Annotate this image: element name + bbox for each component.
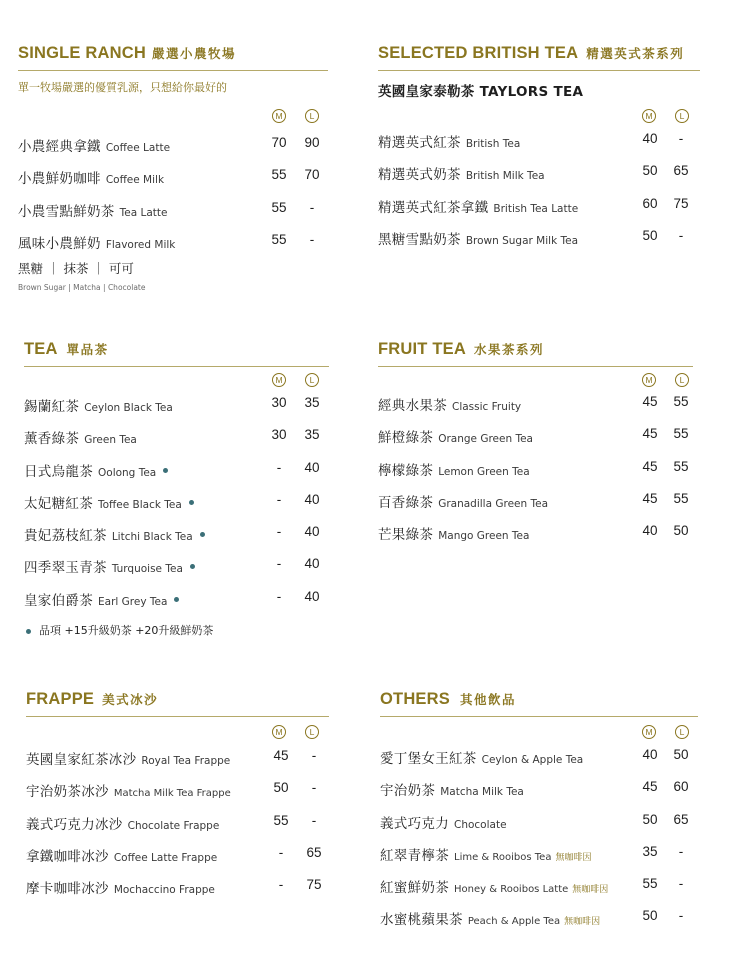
menu-item	[26, 780, 336, 812]
item-name-en: Ceylon Black Tea	[84, 402, 173, 414]
menu-item	[18, 135, 338, 167]
price-l: -	[311, 780, 317, 796]
item-name-en: Orange Green Tea	[438, 433, 533, 446]
item-name-zh: 宇治奶茶冰沙	[26, 784, 109, 801]
item-name-zh: 芒果綠茶	[378, 527, 434, 544]
price-l: 65	[673, 811, 689, 827]
section-divider	[24, 366, 329, 367]
price-m: 30	[271, 395, 287, 410]
size-m-icon: M	[272, 373, 286, 387]
item-name-en: Coffee Latte	[105, 142, 171, 154]
menu-list-others	[380, 747, 710, 941]
item-name-zh: 紅蜜鮮奶茶	[380, 880, 449, 897]
price-l: 55	[673, 458, 689, 474]
section-title	[18, 44, 328, 63]
price-m: 55	[642, 876, 658, 892]
price-l: 50	[673, 747, 689, 762]
item-name-zh: 摩卡咖啡冰沙	[26, 881, 109, 898]
section-title	[378, 44, 700, 63]
price-m: 55	[271, 167, 287, 183]
item-name-zh: 檸檬綠茶	[378, 462, 434, 479]
size-header	[272, 109, 319, 123]
menu-list-single-ranch	[18, 135, 338, 264]
item-name-zh: 拿鐵咖啡冰沙	[26, 848, 109, 865]
menu-item	[24, 460, 334, 492]
price-m: 30	[271, 427, 287, 443]
item-name-en: Oolong Tea	[98, 466, 157, 479]
menu-item	[24, 492, 334, 524]
section-title-zh: 美式冰沙	[102, 692, 159, 707]
price-l: 40	[304, 491, 320, 507]
section-title-zh: 嚴選小農牧場	[152, 46, 237, 61]
price-m: 45	[642, 458, 658, 474]
item-name-en: Peach & Apple Tea	[467, 916, 561, 928]
item-name-en: Classic Fruity	[452, 401, 522, 413]
caffeine-free-note: 無咖啡因	[555, 852, 592, 863]
menu-item	[380, 779, 710, 811]
item-name-zh: 義式巧克力冰沙	[26, 816, 123, 833]
item-name-zh: 薰香綠茶	[24, 431, 80, 448]
item-name-zh: 錫蘭紅茶	[24, 399, 80, 415]
item-name-zh: 小農經典拿鐵	[18, 139, 101, 155]
price-m: 50	[273, 780, 289, 796]
menu-list-frappe	[26, 748, 336, 909]
price-l: -	[309, 199, 315, 215]
price-m: 60	[642, 195, 658, 211]
price-l: -	[678, 227, 684, 243]
item-name-zh: 小農雪點鮮奶茶	[18, 203, 115, 220]
price-m: -	[278, 877, 284, 893]
size-header	[642, 373, 689, 387]
menu-list-british-tea	[378, 131, 708, 260]
upgrade-dot-icon	[174, 597, 179, 602]
menu-item	[378, 426, 708, 458]
price-l: -	[311, 812, 317, 828]
item-name-en: Coffee Milk	[105, 174, 165, 187]
price-l: 35	[304, 427, 320, 443]
footnote-text: 品項 +15升級奶茶 +20升級鮮奶茶	[39, 624, 214, 637]
item-name-en: British Tea	[465, 138, 521, 150]
item-name-zh: 日式烏龍茶	[24, 463, 93, 480]
price-m: -	[276, 556, 282, 572]
item-name-en: Brown Sugar Milk Tea	[465, 234, 579, 247]
upgrade-dot-icon	[190, 564, 195, 569]
item-name-zh: 英國皇家紅茶冰沙	[26, 752, 137, 768]
section-title-en: SELECTED BRITISH TEA	[378, 44, 579, 62]
item-name-zh: 宇治奶茶	[380, 783, 436, 800]
section-title-zh: 其他飲品	[459, 692, 516, 707]
price-m: -	[276, 491, 282, 507]
price-m: 40	[642, 523, 658, 539]
section-divider	[26, 716, 329, 717]
section-fruit-tea	[378, 340, 693, 367]
caffeine-free-note: 無咖啡因	[564, 917, 601, 928]
price-l: -	[311, 748, 317, 763]
item-name-zh: 皇家伯爵茶	[24, 592, 93, 609]
section-single-ranch	[18, 44, 328, 95]
menu-item	[26, 845, 336, 877]
menu-item	[380, 844, 710, 876]
price-m: 50	[642, 811, 658, 827]
caffeine-free-note: 無咖啡因	[572, 885, 609, 896]
price-l: 55	[673, 426, 689, 442]
section-title-en: TEA	[24, 340, 58, 358]
section-british-tea	[378, 44, 700, 100]
menu-item	[26, 813, 336, 845]
item-name-en: Toffee Black Tea	[98, 498, 182, 511]
price-l: 55	[673, 394, 689, 409]
price-m: 70	[271, 135, 287, 150]
item-name-en: British Milk Tea	[465, 170, 545, 183]
size-l-icon: L	[675, 373, 689, 387]
section-title-zh: 精選英式茶系列	[586, 46, 685, 61]
size-header	[642, 725, 689, 739]
item-name-zh: 精選英式紅茶	[378, 135, 461, 151]
price-m: 45	[273, 748, 289, 763]
price-l: 40	[304, 524, 320, 540]
item-name-en: Honey & Rooibos Latte	[454, 884, 569, 896]
size-header	[272, 373, 319, 387]
item-name-en: Royal Tea Frappe	[141, 755, 231, 767]
flavor-options-en: Brown Sugar | Matcha | Chocolate	[18, 283, 146, 292]
size-m-icon: M	[272, 109, 286, 123]
size-m-icon: M	[642, 109, 656, 123]
section-title	[380, 690, 698, 709]
section-title	[378, 340, 693, 359]
menu-item	[378, 523, 708, 555]
size-l-icon: L	[305, 725, 319, 739]
item-name-zh: 四季翠玉青茶	[24, 560, 107, 577]
menu-item	[24, 524, 334, 556]
upgrade-footnote	[26, 622, 213, 638]
item-name-zh: 精選英式紅茶拿鐵	[378, 199, 489, 216]
item-name-zh: 鮮橙綠茶	[378, 430, 434, 447]
section-divider	[378, 70, 700, 71]
item-name-en: Litchi Black Tea	[111, 531, 193, 544]
item-name-zh: 黑糖雪點奶茶	[378, 231, 461, 248]
upgrade-dot-icon	[200, 532, 205, 537]
item-name-en: Green Tea	[84, 434, 137, 447]
price-m: -	[276, 588, 282, 604]
section-others	[380, 690, 698, 717]
menu-item	[378, 228, 708, 260]
item-name-zh: 紅翠青檸茶	[380, 847, 449, 864]
item-name-en: Matcha Milk Tea Frappe	[113, 788, 231, 800]
price-m: -	[278, 844, 284, 860]
item-name-zh: 百香綠茶	[378, 494, 434, 511]
menu-item	[380, 812, 710, 844]
menu-item	[26, 877, 336, 909]
price-l: -	[678, 843, 684, 859]
price-l: 60	[673, 779, 689, 795]
item-name-zh: 風味小農鮮奶	[18, 235, 101, 252]
item-name-en: Ceylon & Apple Tea	[481, 754, 584, 766]
price-l: -	[678, 908, 684, 924]
item-name-en: British Tea Latte	[493, 202, 579, 215]
price-m: 40	[642, 747, 658, 762]
price-m: 55	[271, 231, 287, 247]
price-m: 45	[642, 394, 658, 409]
upgrade-dot-icon	[26, 629, 31, 634]
size-m-icon: M	[272, 725, 286, 739]
item-name-en: Flavored Milk	[105, 238, 176, 251]
price-l: 70	[304, 167, 320, 183]
size-l-icon: L	[305, 109, 319, 123]
size-m-icon: M	[642, 725, 656, 739]
size-header	[272, 725, 319, 739]
flavor-options: 黑糖 ｜ 抹茶 ｜ 可可	[18, 261, 134, 276]
item-name-en: Chocolate	[454, 818, 507, 831]
section-title-zh: 水果茶系列	[473, 342, 544, 357]
size-m-icon: M	[642, 373, 656, 387]
size-l-icon: L	[305, 373, 319, 387]
price-l: 35	[304, 395, 320, 410]
price-m: 55	[271, 199, 287, 215]
section-divider	[378, 366, 693, 367]
section-title-en: FRUIT TEA	[378, 340, 466, 358]
price-l: 40	[304, 588, 320, 604]
price-m: 50	[642, 163, 658, 179]
upgrade-dot-icon	[163, 468, 168, 473]
menu-item	[378, 131, 708, 163]
section-divider	[380, 716, 698, 717]
price-m: -	[276, 459, 282, 475]
price-l: 65	[306, 844, 322, 860]
section-divider	[18, 70, 328, 71]
price-l: -	[678, 131, 684, 146]
section-title-en: FRAPPE	[26, 690, 95, 708]
section-subtitle: 單一牧場嚴選的優質乳源，只想給你最好的	[18, 81, 227, 94]
menu-item	[24, 427, 334, 459]
menu-item	[378, 163, 708, 195]
item-name-zh: 水蜜桃蘋果茶	[380, 912, 463, 929]
price-l: 50	[673, 523, 689, 539]
item-name-zh: 經典水果茶	[378, 398, 447, 414]
price-m: -	[276, 524, 282, 540]
item-name-en: Chocolate Frappe	[127, 819, 220, 832]
section-frappe	[26, 690, 329, 717]
price-l: 40	[304, 459, 320, 475]
menu-list-tea	[24, 395, 334, 621]
price-l: -	[678, 876, 684, 892]
price-m: 45	[642, 779, 658, 795]
menu-item	[24, 395, 334, 427]
menu-item	[378, 196, 708, 228]
item-name-en: Turquoise Tea	[111, 563, 183, 576]
item-name-zh: 太妃糖紅茶	[24, 495, 93, 512]
menu-item	[380, 876, 710, 908]
item-name-en: Mango Green Tea	[438, 530, 530, 543]
item-name-zh: 小農鮮奶咖啡	[18, 171, 101, 188]
item-name-en: Mochaccino Frappe	[113, 884, 215, 897]
menu-item	[18, 167, 338, 199]
section-title-en: OTHERS	[380, 690, 450, 708]
size-header	[642, 109, 689, 123]
menu-item	[380, 747, 710, 779]
item-name-zh: 精選英式奶茶	[378, 167, 461, 184]
menu-item	[18, 200, 338, 232]
item-name-en: Lime & Rooibos Tea	[454, 851, 552, 863]
menu-item	[378, 459, 708, 491]
price-m: 50	[642, 908, 658, 924]
price-m: 45	[642, 426, 658, 442]
price-l: 65	[673, 163, 689, 179]
price-m: 35	[642, 843, 658, 859]
section-title-en: SINGLE RANCH	[18, 44, 146, 62]
upgrade-dot-icon	[189, 500, 194, 505]
item-name-zh: 義式巧克力	[380, 815, 449, 832]
menu-item	[26, 748, 336, 780]
price-m: 45	[642, 490, 658, 506]
item-name-en: Matcha Milk Tea	[440, 786, 524, 799]
section-tea	[24, 340, 329, 367]
section-title	[26, 690, 329, 709]
price-l: 75	[306, 877, 322, 893]
item-name-en: Tea Latte	[119, 206, 168, 219]
menu-item	[24, 589, 334, 621]
item-name-en: Granadilla Green Tea	[438, 497, 549, 510]
section-subtitle: 英國皇家泰勒茶 TAYLORS TEA	[378, 84, 584, 100]
section-title-zh: 單品茶	[66, 342, 109, 357]
menu-item	[378, 394, 708, 426]
price-l: 40	[304, 556, 320, 572]
menu-item	[378, 491, 708, 523]
item-name-zh: 貴妃荔枝紅茶	[24, 528, 107, 545]
price-l: -	[309, 231, 315, 247]
price-l: 75	[673, 195, 689, 211]
item-name-zh: 愛丁堡女王紅茶	[380, 751, 477, 767]
section-title	[24, 340, 329, 359]
item-name-en: Coffee Latte Frappe	[113, 851, 218, 864]
menu-item	[24, 556, 334, 588]
item-name-en: Lemon Green Tea	[438, 465, 530, 478]
price-m: 55	[273, 812, 289, 828]
price-l: 90	[304, 135, 320, 150]
price-l: 55	[673, 490, 689, 506]
item-name-en: Earl Grey Tea	[98, 595, 168, 608]
price-m: 50	[642, 227, 658, 243]
menu-list-fruit-tea	[378, 394, 708, 555]
size-l-icon: L	[675, 725, 689, 739]
price-m: 40	[642, 131, 658, 146]
menu-item	[380, 908, 710, 940]
size-l-icon: L	[675, 109, 689, 123]
